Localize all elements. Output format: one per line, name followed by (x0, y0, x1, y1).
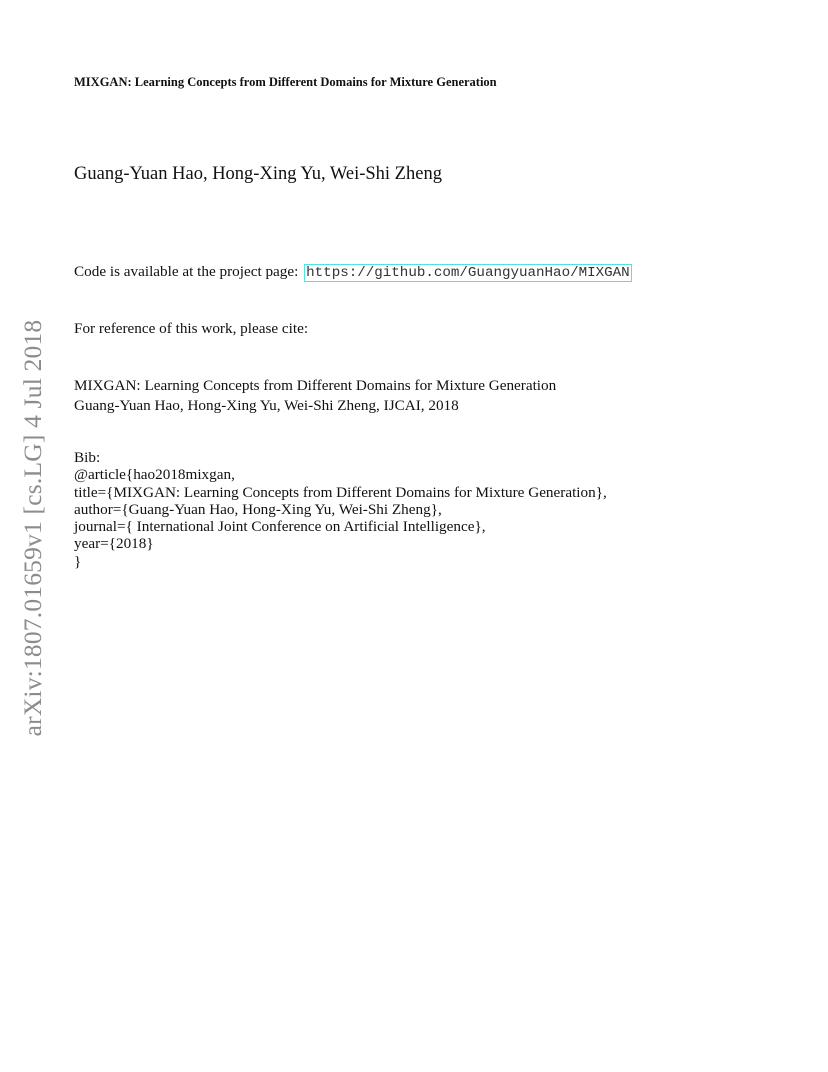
arxiv-identifier: arXiv:1807.01659v1 [cs.LG] 4 Jul 2018 (18, 319, 47, 736)
code-availability-line (74, 263, 632, 282)
citation-authors-venue: Guang-Yuan Hao, Hong-Xing Yu, Wei-Shi Zheng, IJCAI, 2018 (74, 397, 459, 414)
bibtex-line: } (74, 552, 82, 570)
project-page-link[interactable]: https://github.com/GuangyuanHao/MIXGAN (306, 265, 630, 281)
bibtex-line: author={Guang-Yuan Hao, Hong-Xing Yu, Wei-Shi Zheng}, (74, 500, 442, 518)
author-list: Guang-Yuan Hao, Hong-Xing Yu, Wei-Shi Zheng (74, 164, 442, 184)
arxiv-side-stamp (8, 300, 58, 755)
citation-intro: For reference of this work, please cite: (74, 320, 309, 337)
bibtex-line: title={MIXGAN: Learning Concepts from Different Domains for Mixture Generation}, (74, 483, 607, 501)
running-title: MIXGAN: Learning Concepts from Different Domains for Mixture Generation (74, 75, 497, 89)
citation-title: MIXGAN: Learning Concepts from Different Domains for Mixture Generation (74, 377, 557, 394)
bibtex-heading: Bib: (74, 449, 101, 466)
bibtex-line: journal={ International Joint Conference on Artificial Intelligence}, (74, 518, 486, 536)
bibtex-block (74, 449, 607, 570)
bibtex-line: @article{hao2018mixgan, (74, 466, 235, 484)
bibtex-line: year={2018} (74, 535, 154, 553)
code-availability-label: Code is available at the project page: (74, 263, 299, 280)
